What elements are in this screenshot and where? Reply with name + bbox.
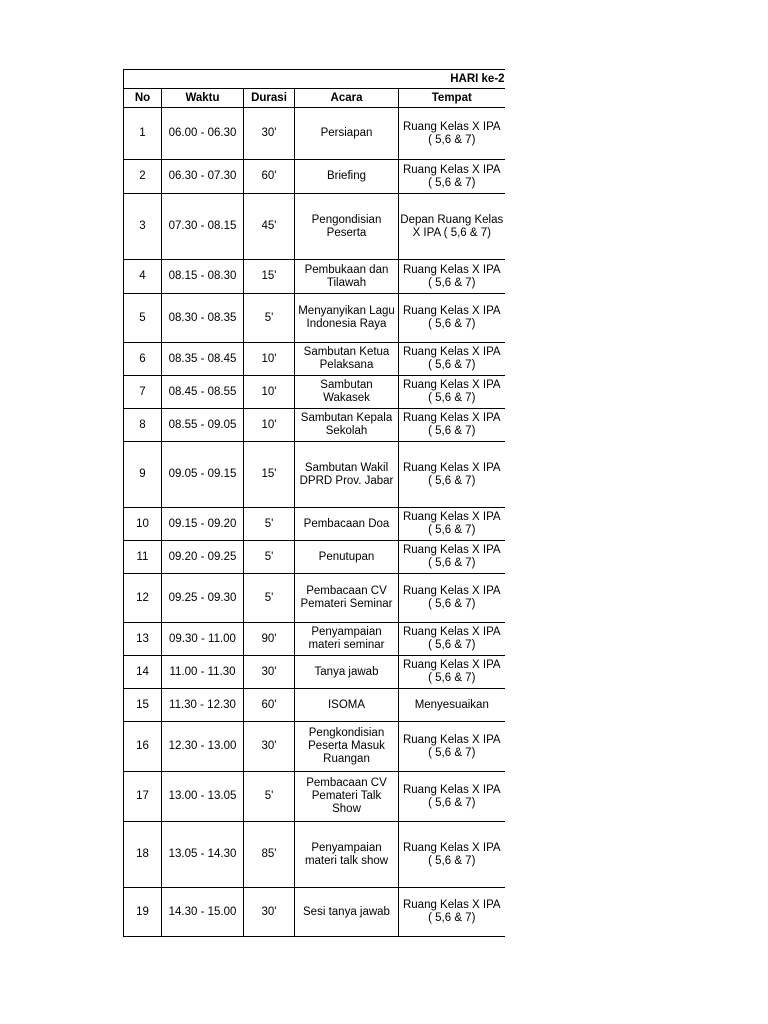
cell-waktu: 08.55 - 09.05 [162, 409, 244, 442]
header-no: No [124, 89, 162, 108]
cell-waktu: 08.15 - 08.30 [162, 260, 244, 294]
table-row [124, 574, 505, 623]
cell-durasi: 15' [244, 260, 295, 294]
cell-no: 11 [124, 541, 162, 574]
cell-no: 14 [124, 656, 162, 689]
cell-tempat: Ruang Kelas X IPA ( 5,6 & 7) [399, 541, 505, 574]
table-row [124, 623, 505, 656]
cell-durasi: 60' [244, 689, 295, 722]
cell-durasi: 15' [244, 442, 295, 508]
table-row [124, 541, 505, 574]
cell-waktu: 09.05 - 09.15 [162, 442, 244, 508]
table-row [124, 343, 505, 376]
cell-tempat: Ruang Kelas X IPA ( 5,6 & 7) [399, 260, 505, 294]
cell-durasi: 5' [244, 541, 295, 574]
cell-durasi: 5' [244, 574, 295, 623]
cell-waktu: 06.30 - 07.30 [162, 160, 244, 194]
table-row [124, 409, 505, 442]
cell-durasi: 5' [244, 294, 295, 343]
cell-durasi: 30' [244, 722, 295, 772]
cell-acara: Pengkondisian Peserta Masuk Ruangan [295, 722, 399, 772]
table-row [124, 722, 505, 772]
day-title: HARI ke-2 [124, 70, 505, 89]
cell-no: 9 [124, 442, 162, 508]
cell-acara: Penutupan [295, 541, 399, 574]
table-row [124, 442, 505, 508]
cell-waktu: 09.20 - 09.25 [162, 541, 244, 574]
cell-tempat: Ruang Kelas X IPA ( 5,6 & 7) [399, 574, 505, 623]
table-row [124, 160, 505, 194]
header-row [124, 89, 505, 108]
cell-waktu: 12.30 - 13.00 [162, 722, 244, 772]
cell-no: 5 [124, 294, 162, 343]
cell-durasi: 30' [244, 656, 295, 689]
cell-acara: Sambutan Wakasek [295, 376, 399, 409]
cell-waktu: 08.35 - 08.45 [162, 343, 244, 376]
cell-tempat: Depan Ruang Kelas X IPA ( 5,6 & 7) [399, 194, 505, 260]
cell-no: 2 [124, 160, 162, 194]
cell-durasi: 30' [244, 888, 295, 937]
table-row [124, 772, 505, 822]
cell-waktu: 11.30 - 12.30 [162, 689, 244, 722]
cell-no: 6 [124, 343, 162, 376]
cell-acara: Pembacaan Doa [295, 508, 399, 541]
cell-tempat: Ruang Kelas X IPA ( 5,6 & 7) [399, 623, 505, 656]
cell-acara: Briefing [295, 160, 399, 194]
schedule-table [123, 69, 505, 937]
cell-acara: Menyanyikan Lagu Indonesia Raya [295, 294, 399, 343]
cell-tempat: Ruang Kelas X IPA ( 5,6 & 7) [399, 508, 505, 541]
table-row [124, 822, 505, 888]
cell-tempat: Ruang Kelas X IPA ( 5,6 & 7) [399, 160, 505, 194]
cell-tempat: Ruang Kelas X IPA ( 5,6 & 7) [399, 294, 505, 343]
cell-tempat: Ruang Kelas X IPA ( 5,6 & 7) [399, 108, 505, 160]
cell-tempat: Ruang Kelas X IPA ( 5,6 & 7) [399, 343, 505, 376]
cell-tempat: Ruang Kelas X IPA ( 5,6 & 7) [399, 656, 505, 689]
schedule-rows [124, 108, 505, 937]
cell-acara: Sambutan Ketua Pelaksana [295, 343, 399, 376]
table-row [124, 376, 505, 409]
cell-tempat: Ruang Kelas X IPA ( 5,6 & 7) [399, 822, 505, 888]
cell-no: 10 [124, 508, 162, 541]
cell-acara: Penyampaian materi seminar [295, 623, 399, 656]
cell-tempat: Ruang Kelas X IPA ( 5,6 & 7) [399, 376, 505, 409]
cell-no: 16 [124, 722, 162, 772]
title-row [124, 70, 505, 89]
table-row [124, 689, 505, 722]
cell-acara: Pembacaan CV Pemateri Seminar [295, 574, 399, 623]
cell-no: 19 [124, 888, 162, 937]
cell-no: 15 [124, 689, 162, 722]
cell-waktu: 08.30 - 08.35 [162, 294, 244, 343]
cell-waktu: 09.25 - 09.30 [162, 574, 244, 623]
cell-waktu: 07.30 - 08.15 [162, 194, 244, 260]
cell-no: 17 [124, 772, 162, 822]
cell-no: 1 [124, 108, 162, 160]
cell-no: 13 [124, 623, 162, 656]
table-row [124, 108, 505, 160]
cell-durasi: 90' [244, 623, 295, 656]
table-row [124, 260, 505, 294]
cell-acara: ISOMA [295, 689, 399, 722]
table-row [124, 888, 505, 937]
cell-tempat: Menyesuaikan [399, 689, 505, 722]
cell-tempat: Ruang Kelas X IPA ( 5,6 & 7) [399, 442, 505, 508]
cell-no: 7 [124, 376, 162, 409]
cell-acara: Pembukaan dan Tilawah [295, 260, 399, 294]
header-acara: Acara [295, 89, 399, 108]
cell-waktu: 09.30 - 11.00 [162, 623, 244, 656]
cell-acara: Persiapan [295, 108, 399, 160]
cell-durasi: 10' [244, 376, 295, 409]
header-durasi: Durasi [244, 89, 295, 108]
cell-durasi: 85' [244, 822, 295, 888]
cell-acara: Pembacaan CV Pemateri Talk Show [295, 772, 399, 822]
cell-durasi: 5' [244, 772, 295, 822]
table-row [124, 656, 505, 689]
cell-durasi: 45' [244, 194, 295, 260]
cell-acara: Sambutan Kepala Sekolah [295, 409, 399, 442]
cell-acara: Sambutan Wakil DPRD Prov. Jabar [295, 442, 399, 508]
cell-durasi: 5' [244, 508, 295, 541]
cell-no: 18 [124, 822, 162, 888]
table-row [124, 508, 505, 541]
cell-acara: Sesi tanya jawab [295, 888, 399, 937]
cell-waktu: 13.05 - 14.30 [162, 822, 244, 888]
header-waktu: Waktu [162, 89, 244, 108]
cell-waktu: 13.00 - 13.05 [162, 772, 244, 822]
table-row [124, 294, 505, 343]
cell-durasi: 10' [244, 409, 295, 442]
header-tempat: Tempat [399, 89, 505, 108]
cell-tempat: Ruang Kelas X IPA ( 5,6 & 7) [399, 888, 505, 937]
cell-acara: Tanya jawab [295, 656, 399, 689]
cell-acara: Penyampaian materi talk show [295, 822, 399, 888]
cell-waktu: 09.15 - 09.20 [162, 508, 244, 541]
cell-tempat: Ruang Kelas X IPA ( 5,6 & 7) [399, 409, 505, 442]
cell-tempat: Ruang Kelas X IPA ( 5,6 & 7) [399, 722, 505, 772]
cell-waktu: 11.00 - 11.30 [162, 656, 244, 689]
cell-no: 4 [124, 260, 162, 294]
cell-no: 8 [124, 409, 162, 442]
cell-waktu: 14.30 - 15.00 [162, 888, 244, 937]
cell-no: 12 [124, 574, 162, 623]
cell-acara: Pengondisian Peserta [295, 194, 399, 260]
cell-waktu: 08.45 - 08.55 [162, 376, 244, 409]
cell-durasi: 30' [244, 108, 295, 160]
table-row [124, 194, 505, 260]
cell-no: 3 [124, 194, 162, 260]
cell-waktu: 06.00 - 06.30 [162, 108, 244, 160]
cell-tempat: Ruang Kelas X IPA ( 5,6 & 7) [399, 772, 505, 822]
cell-durasi: 10' [244, 343, 295, 376]
cell-durasi: 60' [244, 160, 295, 194]
